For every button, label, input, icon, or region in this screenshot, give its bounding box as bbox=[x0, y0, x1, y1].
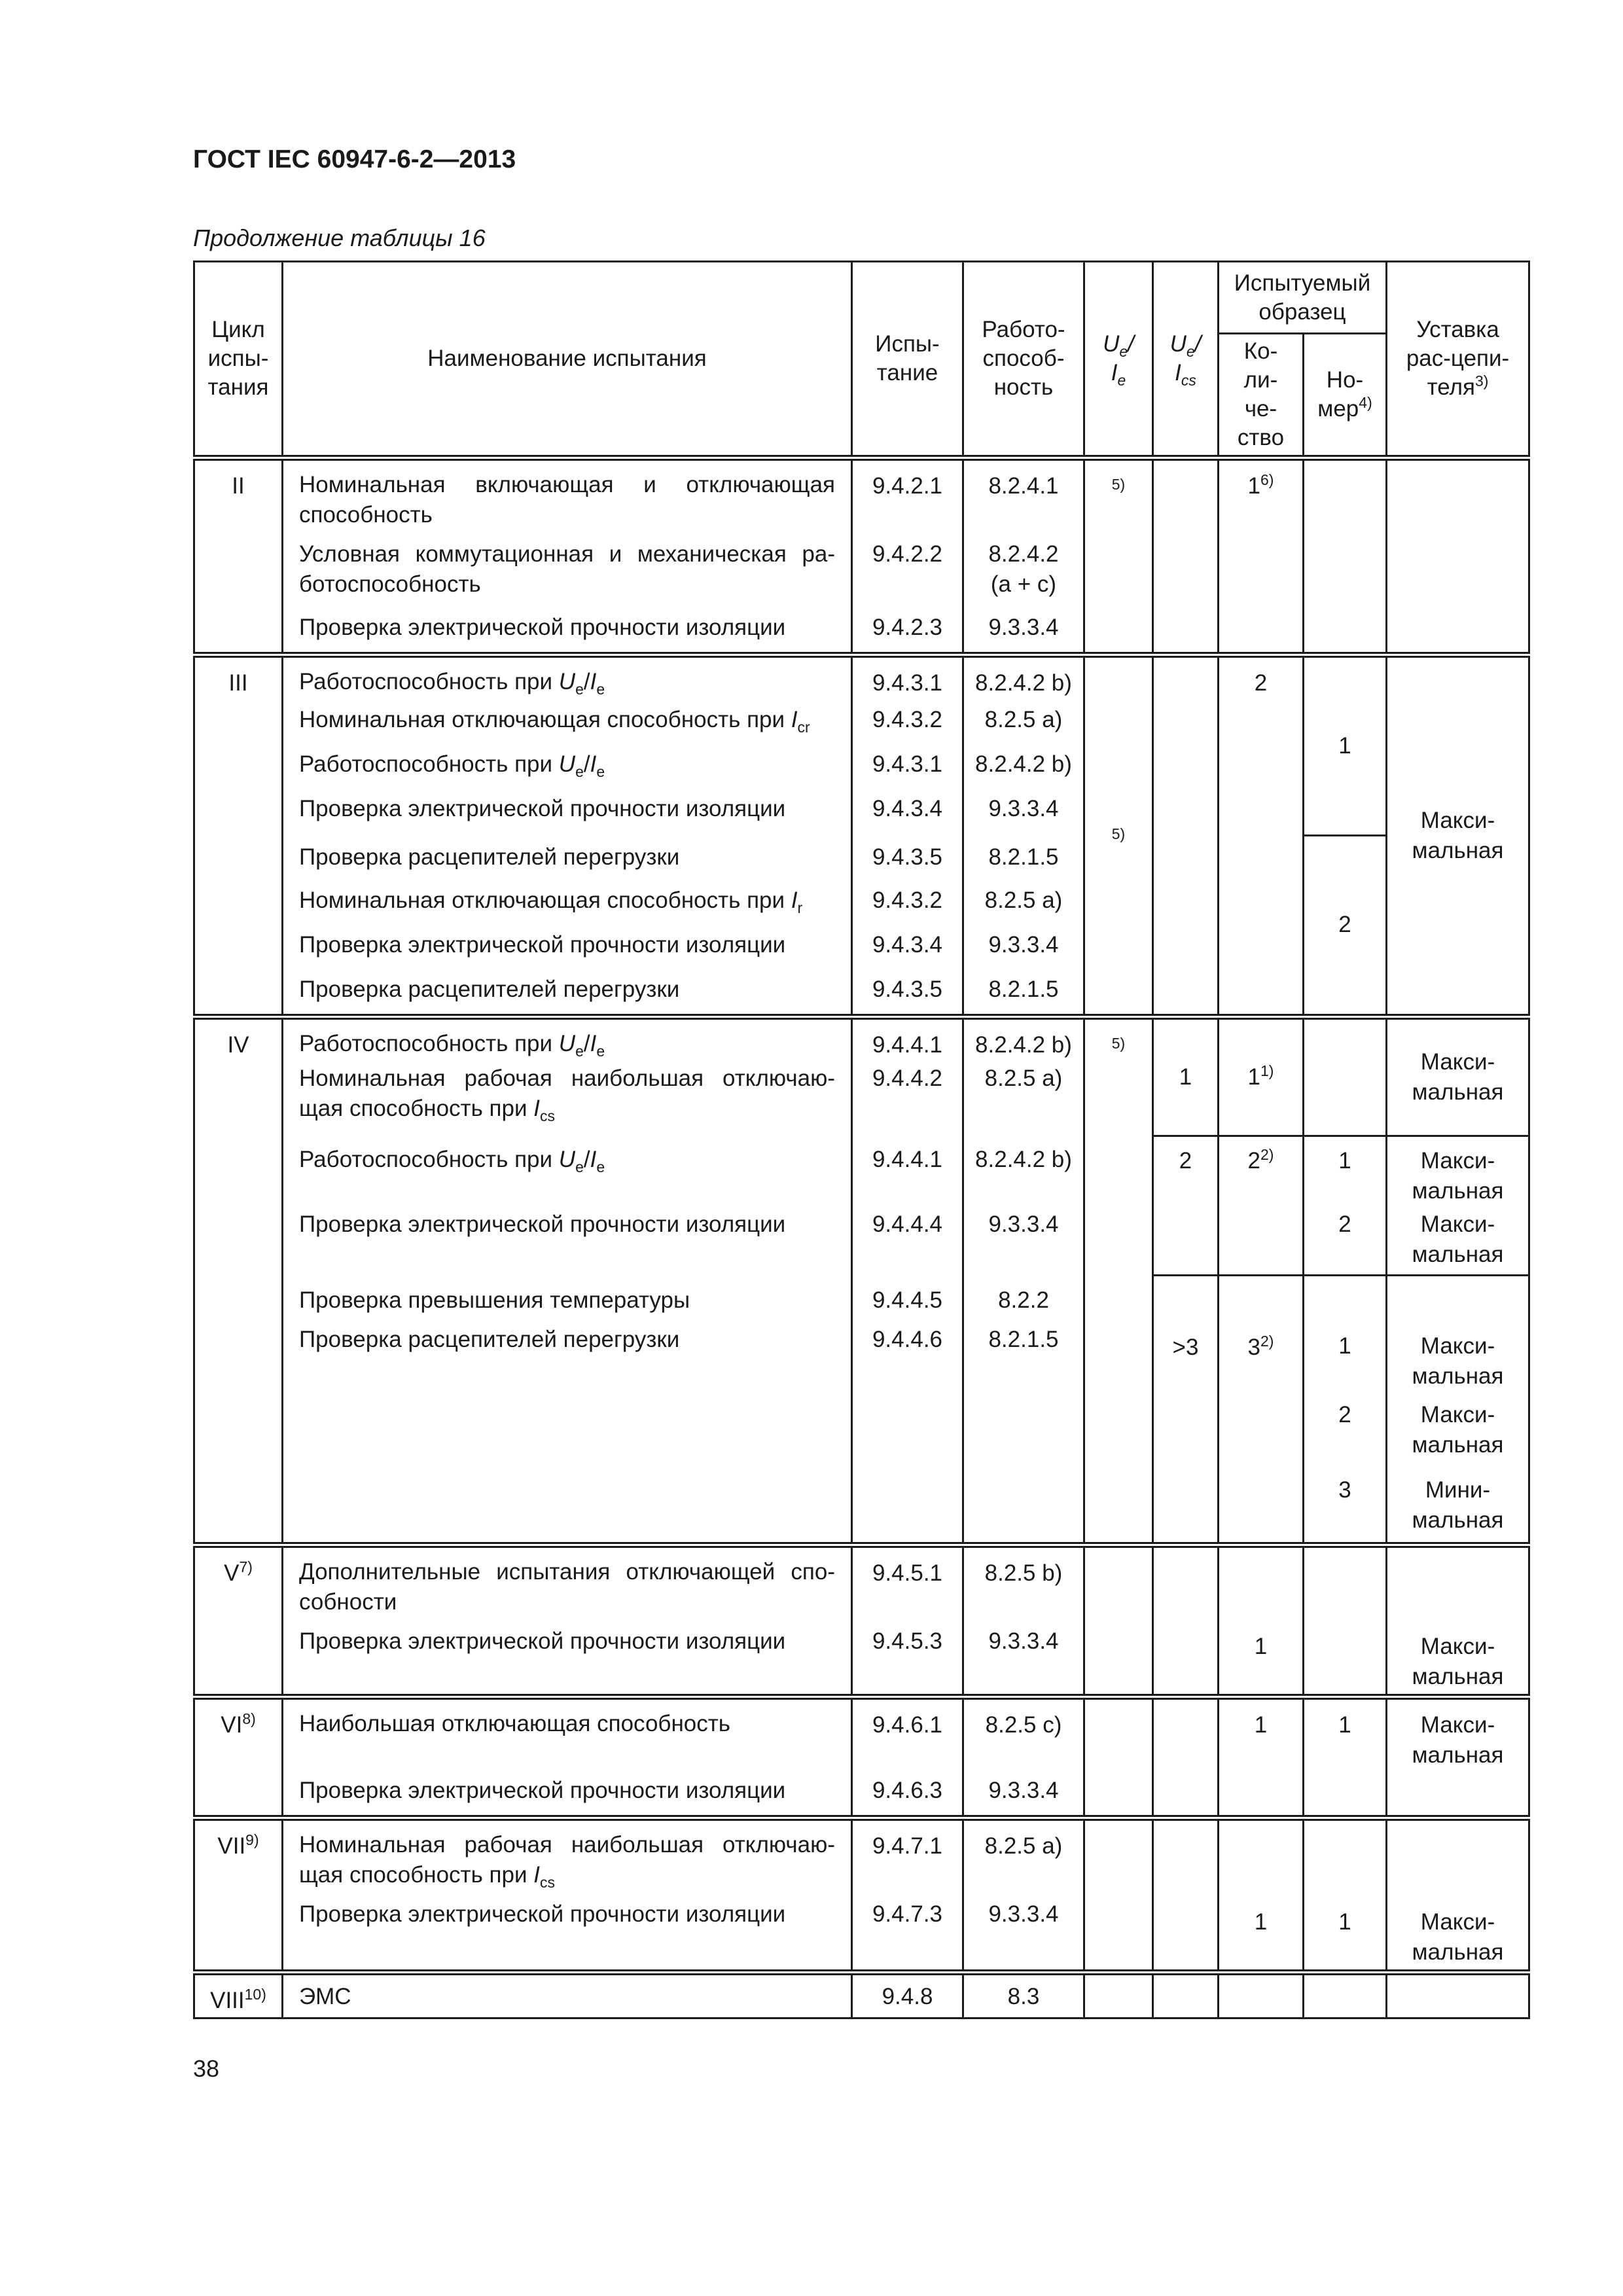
cycle-vi-test-2-clause: 9.4.6.3 bbox=[852, 1772, 963, 1818]
header-operation-clause: Работо-способ-ность bbox=[963, 262, 1084, 458]
cycle-vii-test-1-name-line-2: щая способность при bbox=[299, 1861, 534, 1888]
cycle-iii-test-2-subscript: cr bbox=[797, 718, 810, 736]
cycle-iv-test-2-clause: 9.4.4.2 bbox=[852, 1061, 963, 1136]
cycle-viii-ue-ie bbox=[1084, 1973, 1153, 2018]
cycle-ii-test-3-clause: 9.4.2.3 bbox=[852, 609, 963, 655]
cycle-vi-setting-line-2: мальная bbox=[1412, 1742, 1504, 1768]
cycle-iv-r3-quantity-note: 2) bbox=[1260, 1145, 1274, 1163]
cycle-v-ue-ie bbox=[1084, 1545, 1153, 1697]
cycle-iii-test-6-operation: 8.2.5 a) bbox=[963, 882, 1084, 926]
cycle-iv-r3-ue-ics: 2 bbox=[1153, 1136, 1219, 1275]
cycle-iii-test-2-name bbox=[283, 701, 852, 745]
cycle-iii-test-3-name-text: Работоспособность при bbox=[299, 751, 559, 777]
cycle-vii-test-1-operation: 8.2.5 a) bbox=[963, 1818, 1084, 1899]
cycle-iv-r2-setting-line-1: Макси- bbox=[1420, 1049, 1495, 1075]
cycle-vii-test-2-name: Проверка электрической прочности изоляции bbox=[283, 1899, 852, 1973]
cycle-iii-test-6-symbol: I bbox=[791, 887, 798, 913]
cycle-ii-test-2-name-line-1: Условная коммутационная и механическая ра- bbox=[299, 541, 835, 567]
cycle-ii-ue-ie-note: 5) bbox=[1111, 476, 1126, 493]
cycle-v-test-1-name bbox=[283, 1545, 852, 1626]
cycle-iv-sub-2-setting bbox=[1387, 1396, 1529, 1471]
cycle-iv-test-6-operation: 8.2.1.5 bbox=[963, 1321, 1084, 1396]
cycle-v-label-text: V bbox=[224, 1560, 240, 1586]
cycle-iv-test-3-clause: 9.4.4.1 bbox=[852, 1136, 963, 1210]
cycle-iv-test-6-clause: 9.4.4.6 bbox=[852, 1321, 963, 1396]
cycle-v-quantity: 1 bbox=[1219, 1545, 1304, 1697]
cycle-v-test-2-operation: 9.3.3.4 bbox=[963, 1626, 1084, 1697]
header-ue-ie: $U_e/$ $I_e$ bbox=[1084, 262, 1153, 458]
cycle-v-setting-line-2: мальная bbox=[1412, 1663, 1504, 1689]
cycle-viii-ue-ics bbox=[1153, 1973, 1219, 2018]
cycle-iv-test-4-clause: 9.4.4.4 bbox=[852, 1210, 963, 1275]
cycle-iv-r5-number bbox=[1304, 1275, 1387, 1321]
cycle-v-setting bbox=[1387, 1545, 1529, 1697]
cycle-ii-test-2-name bbox=[283, 539, 852, 609]
cycle-iv-r6-ue-ics: >3 bbox=[1153, 1275, 1219, 1545]
cycle-iv-r2-number bbox=[1304, 1016, 1387, 1136]
cycle-iii-test-5-operation: 8.2.1.5 bbox=[963, 836, 1084, 882]
cycle-viii-label-note: 10) bbox=[244, 1986, 266, 2003]
cycle-ii-test-2-operation bbox=[963, 539, 1084, 609]
cycle-v-test-1-name-line-1: Дополнительные испытания отключающей спо- bbox=[299, 1558, 835, 1585]
cycle-iii-test-8-name: Проверка расцепителей перегрузки bbox=[283, 971, 852, 1017]
cycle-iii-test-6-clause: 9.4.3.2 bbox=[852, 882, 963, 926]
cycle-vii-setting-line-1: Макси- bbox=[1420, 1909, 1495, 1935]
cycle-viii-label bbox=[194, 1973, 283, 2018]
cycle-iii-ue-ics bbox=[1153, 655, 1219, 1017]
cycle-iv-empty-name-2 bbox=[283, 1471, 852, 1545]
cycle-iii-test-1-operation: 8.2.4.2 b) bbox=[963, 655, 1084, 701]
cycle-iv-sub-1-setting-line-2: мальная bbox=[1412, 1363, 1504, 1389]
cycle-vi-test-2-name: Проверка электрической прочности изоляции bbox=[283, 1772, 852, 1818]
cycle-iv-test-2-name-line-1: Номинальная рабочая наибольшая отключаю- bbox=[299, 1066, 835, 1091]
cycle-iii-group bbox=[194, 655, 1529, 1017]
header-number-note: 4) bbox=[1359, 394, 1372, 411]
cycle-vii-ue-ics bbox=[1153, 1818, 1219, 1973]
cycle-iii-test-4-operation: 9.3.3.4 bbox=[963, 790, 1084, 836]
header-release-setting bbox=[1387, 262, 1529, 458]
cycle-vi-setting bbox=[1387, 1697, 1529, 1818]
cycle-vii-group bbox=[194, 1818, 1529, 1973]
cycle-vii-test-1-subscript: cs bbox=[539, 1873, 555, 1891]
cycle-iv-r4-number: 2 bbox=[1304, 1210, 1387, 1275]
cycle-vii-test-2-operation: 9.3.3.4 bbox=[963, 1899, 1084, 1973]
cycle-vi-label-text: VI bbox=[221, 1712, 243, 1738]
cycle-iv-r3-quantity bbox=[1219, 1136, 1304, 1275]
cycle-vi-group bbox=[194, 1697, 1529, 1818]
cycle-iv-r6-quantity-value: 3 bbox=[1247, 1334, 1260, 1360]
cycle-iv-test-4-name: Проверка электрической прочности изоляции bbox=[283, 1210, 852, 1275]
cycle-ii-number bbox=[1304, 458, 1387, 655]
cycle-iii-test-7-operation: 9.3.3.4 bbox=[963, 926, 1084, 971]
cycle-iv-r6-quantity bbox=[1219, 1275, 1304, 1545]
cycle-iv-r3-setting-line-2: мальная bbox=[1412, 1177, 1504, 1204]
cycle-iii-test-7-name: Проверка электрической прочности изоляции bbox=[283, 926, 852, 971]
cycle-iv-r2-ue-ics: 1 bbox=[1153, 1016, 1219, 1136]
cycle-vii-test-1-name bbox=[283, 1818, 852, 1899]
cycle-ii-test-1-operation: 8.2.4.1 bbox=[963, 458, 1084, 540]
tests-table bbox=[193, 260, 1530, 2019]
cycle-v-label bbox=[194, 1545, 283, 1697]
cycle-iv-sub-3-number: 3 bbox=[1304, 1471, 1387, 1545]
cycle-iv-sub-3-setting-line-2: мальная bbox=[1412, 1507, 1504, 1533]
cycle-iv-test-2-name bbox=[283, 1061, 852, 1136]
cycle-ii-test-2-operation-line-2: (a + c) bbox=[990, 571, 1057, 597]
cycle-viii-test-1-name: ЭМС bbox=[283, 1973, 852, 2018]
cycle-iv-test-2-symbol: I bbox=[533, 1096, 540, 1121]
cycle-v-group bbox=[194, 1545, 1529, 1697]
cycle-iv-r3-setting-line-1: Макси- bbox=[1420, 1147, 1495, 1174]
cycle-iv-sub-2-number: 2 bbox=[1304, 1396, 1387, 1471]
cycle-iv-r2-quantity bbox=[1219, 1016, 1304, 1136]
cycle-vii-test-1-clause: 9.4.7.1 bbox=[852, 1818, 963, 1899]
cycle-iii-test-3-clause: 9.4.3.1 bbox=[852, 745, 963, 790]
cycle-vii-ue-ie bbox=[1084, 1818, 1153, 1973]
header-test-name: Наименование испытания bbox=[283, 262, 852, 458]
cycle-vii-label-text: VII bbox=[217, 1833, 246, 1859]
header-number-text: Но-мер bbox=[1317, 367, 1364, 422]
cycle-iv-test-1-operation: 8.2.4.2 b) bbox=[963, 1016, 1084, 1061]
cycle-viii-test-1-operation: 8.3 bbox=[963, 1973, 1084, 2018]
cycle-iv-r2-setting-line-2: мальная bbox=[1412, 1079, 1504, 1105]
cycle-v-test-1-clause: 9.4.5.1 bbox=[852, 1545, 963, 1626]
cycle-iii-test-1-name: Работоспособность при $U_e/I_e$ bbox=[283, 655, 852, 701]
cycle-vi-ue-ics bbox=[1153, 1697, 1219, 1818]
cycle-iii-test-6-name-text: Номинальная отключающая способность при bbox=[299, 887, 791, 913]
cycle-ii-test-2-clause: 9.4.2.2 bbox=[852, 539, 963, 609]
cycle-iii-test-2-clause: 9.4.3.2 bbox=[852, 701, 963, 745]
cycle-vii-label bbox=[194, 1818, 283, 1973]
cycle-iv-empty-clause-2 bbox=[852, 1471, 963, 1545]
cycle-vii-quantity: 1 bbox=[1219, 1818, 1304, 1973]
cycle-iv-sub-1-number: 1 bbox=[1304, 1321, 1387, 1396]
cycle-iv-group bbox=[194, 1016, 1529, 1545]
cycle-v-test-1-operation: 8.2.5 b) bbox=[963, 1545, 1084, 1626]
cycle-ii-test-1-clause: 9.4.2.1 bbox=[852, 458, 963, 540]
cycle-iii-ue-ie bbox=[1084, 655, 1153, 1017]
cycle-iii-test-5-name: Проверка расцепителей перегрузки bbox=[283, 836, 852, 882]
cycle-iii-setting-line-1: Макси- bbox=[1420, 807, 1495, 833]
cycle-viii-number bbox=[1304, 1973, 1387, 2018]
cycle-ii-label: II bbox=[194, 458, 283, 655]
cycle-iv-empty-operation-2 bbox=[963, 1471, 1084, 1545]
cycle-vi-number: 1 bbox=[1304, 1697, 1387, 1818]
cycle-vii-setting bbox=[1387, 1818, 1529, 1973]
cycle-vi-test-2-operation: 9.3.3.4 bbox=[963, 1772, 1084, 1818]
cycle-viii-test-1-clause: 9.4.8 bbox=[852, 1973, 963, 2018]
cycle-vi-test-1-name: Наибольшая отключающая способность bbox=[283, 1697, 852, 1772]
cycle-iv-test-3-name-text: Работоспособность при bbox=[299, 1147, 559, 1172]
cycle-iii-test-8-clause: 9.4.3.5 bbox=[852, 971, 963, 1017]
cycle-iv-sub-3-setting-line-1: Мини- bbox=[1425, 1477, 1491, 1503]
cycle-iii-test-6-subscript: r bbox=[797, 899, 803, 916]
cycle-viii-quantity bbox=[1219, 1973, 1304, 2018]
cycle-iii-test-7-clause: 9.4.3.4 bbox=[852, 926, 963, 971]
header-release-setting-note: 3) bbox=[1474, 372, 1489, 389]
cycle-iii-test-3-operation: 8.2.4.2 b) bbox=[963, 745, 1084, 790]
cycle-ii-ue-ics bbox=[1153, 458, 1219, 655]
header-cycle: Цикл испы-тания bbox=[194, 262, 283, 458]
cycle-ii-test-1-name-text: Номинальная включающая и отключающая способность bbox=[299, 472, 835, 528]
cycle-ii-test-3-operation: 9.3.3.4 bbox=[963, 609, 1084, 655]
cycle-v-ue-ics bbox=[1153, 1545, 1219, 1697]
cycle-vi-label bbox=[194, 1697, 283, 1818]
cycle-vii-number: 1 bbox=[1304, 1818, 1387, 1973]
cycle-iii-test-3-name: Работоспособность при $U_e/I_e$ bbox=[283, 745, 852, 790]
table-caption: Продолжение таблицы 16 bbox=[193, 224, 486, 251]
cycle-iv-sub-3-setting bbox=[1387, 1471, 1529, 1545]
cycle-viii-setting bbox=[1387, 1973, 1529, 2018]
cycle-viii-group bbox=[194, 1973, 1529, 2018]
cycle-iv-test-2-name-line-2: щая способность при bbox=[299, 1096, 534, 1121]
cycle-ii-ue-ie bbox=[1084, 458, 1153, 655]
cycle-vi-ue-ie bbox=[1084, 1697, 1153, 1818]
cycle-iv-r3-number: 1 bbox=[1304, 1136, 1387, 1210]
cycle-ii-test-2-name-line-2: ботоспособность bbox=[299, 571, 481, 597]
cycle-vii-test-2-clause: 9.4.7.3 bbox=[852, 1899, 963, 1973]
cycle-viii-label-text: VIII bbox=[210, 1988, 245, 2013]
cycle-iv-test-1-clause: 9.4.4.1 bbox=[852, 1016, 963, 1061]
header-ue-ics: $U_e/$ $I_{cs}$ bbox=[1153, 262, 1219, 458]
cycle-v-test-2-name: Проверка электрической прочности изоляции bbox=[283, 1626, 852, 1697]
cycle-iv-ue-ie bbox=[1084, 1016, 1153, 1545]
cycle-iv-label: IV bbox=[194, 1016, 283, 1545]
cycle-iv-empty-operation-1 bbox=[963, 1396, 1084, 1471]
header-number bbox=[1304, 334, 1387, 458]
cycle-ii-test-1-name bbox=[283, 458, 852, 540]
cycle-iii-setting bbox=[1387, 655, 1529, 1017]
cycle-vi-test-1-clause: 9.4.6.1 bbox=[852, 1697, 963, 1772]
header-quantity: Ко-ли-че-ство bbox=[1219, 334, 1304, 458]
cycle-v-setting-line-1: Макси- bbox=[1420, 1633, 1495, 1659]
cycle-iv-r2-quantity-value: 1 bbox=[1247, 1064, 1260, 1090]
cycle-iv-empty-name-1 bbox=[283, 1396, 852, 1471]
cycle-iv-test-4-operation: 9.3.3.4 bbox=[963, 1210, 1084, 1275]
cycle-iv-test-3-operation: 8.2.4.2 b) bbox=[963, 1136, 1084, 1210]
cycle-v-test-2-clause: 9.4.5.3 bbox=[852, 1626, 963, 1697]
cycle-vii-label-note: 9) bbox=[245, 1831, 259, 1848]
cycle-iii-label: III bbox=[194, 655, 283, 1017]
cycle-iv-sub-2-setting-line-2: мальная bbox=[1412, 1432, 1504, 1458]
cycle-ii-test-2-operation-line-1: 8.2.4.2 bbox=[988, 541, 1059, 567]
cycle-iv-ue-ie-note: 5) bbox=[1111, 1034, 1126, 1052]
cycle-iv-empty-clause-1 bbox=[852, 1396, 963, 1471]
cycle-iv-r4-setting bbox=[1387, 1210, 1529, 1275]
cycle-iv-r2-quantity-note: 1) bbox=[1260, 1062, 1274, 1079]
cycle-v-number bbox=[1304, 1545, 1387, 1697]
cycle-iii-test-4-name: Проверка электрической прочности изоляции bbox=[283, 790, 852, 836]
cycle-iii-quantity: 2 bbox=[1219, 655, 1304, 1017]
cycle-iv-r5-setting bbox=[1387, 1275, 1529, 1321]
cycle-iv-r3-setting bbox=[1387, 1136, 1529, 1210]
cycle-iii-test-2-name-text: Номинальная отключающая способность при bbox=[299, 706, 791, 732]
cycle-iii-test-2-operation: 8.2.5 a) bbox=[963, 701, 1084, 745]
cycle-iv-test-5-name: Проверка превышения температуры bbox=[283, 1275, 852, 1321]
cycle-iii-test-2-symbol: I bbox=[791, 706, 798, 732]
cycle-iv-r6-quantity-note: 2) bbox=[1260, 1332, 1274, 1350]
cycle-iii-test-5-clause: 9.4.3.5 bbox=[852, 836, 963, 882]
cycle-iii-number-1: 1 bbox=[1304, 655, 1387, 836]
cycle-iii-test-8-operation: 8.2.1.5 bbox=[963, 971, 1084, 1017]
header-release-setting-text: Уставка рас-цепи-теля bbox=[1406, 317, 1510, 400]
cycle-iv-r3-quantity-value: 2 bbox=[1247, 1147, 1260, 1174]
cycle-vii-test-1-name-line-1: Номинальная рабочая наибольшая отключаю- bbox=[299, 1831, 835, 1857]
cycle-iii-setting-line-2: мальная bbox=[1412, 837, 1504, 863]
cycle-iii-ue-ie-note: 5) bbox=[1111, 825, 1126, 842]
cycle-iv-sub-2-setting-line-1: Макси- bbox=[1420, 1402, 1495, 1427]
cycle-iii-test-1-name-text: Работоспособность при bbox=[299, 669, 559, 694]
cycle-iv-test-2-operation: 8.2.5 a) bbox=[963, 1061, 1084, 1136]
cycle-iv-test-1-name: Работоспособность при $U_e/I_e$ bbox=[283, 1016, 852, 1061]
cycle-iii-test-4-clause: 9.4.3.4 bbox=[852, 790, 963, 836]
cycle-iv-r4-setting-line-2: мальная bbox=[1412, 1242, 1504, 1267]
header-test-clause: Испы-тание bbox=[852, 262, 963, 458]
cycle-iii-test-1-clause: 9.4.3.1 bbox=[852, 655, 963, 701]
cycle-iv-r2-setting bbox=[1387, 1016, 1529, 1136]
cycle-iv-test-6-name: Проверка расцепителей перегрузки bbox=[283, 1321, 852, 1396]
header-test-sample: Испытуемый образец bbox=[1219, 262, 1387, 334]
document-title: ГОСТ IEC 60947-6-2—2013 bbox=[193, 145, 516, 173]
cycle-iv-test-5-operation: 8.2.2 bbox=[963, 1275, 1084, 1321]
page-number: 38 bbox=[193, 2055, 220, 2082]
cycle-iv-test-1-name-text: Работоспособность при bbox=[299, 1030, 559, 1056]
cycle-v-test-1-name-line-2: собности bbox=[299, 1588, 397, 1615]
cycle-v-label-note: 7) bbox=[239, 1558, 253, 1575]
cycle-iv-r4-setting-line-1: Макси- bbox=[1420, 1211, 1495, 1237]
cycle-vi-quantity: 1 bbox=[1219, 1697, 1304, 1818]
cycle-vii-setting-line-2: мальная bbox=[1412, 1939, 1504, 1965]
cycle-iii-number-2: 2 bbox=[1304, 836, 1387, 1017]
cycle-vi-setting-line-1: Макси- bbox=[1420, 1712, 1495, 1738]
cycle-ii-setting bbox=[1387, 458, 1529, 655]
cycle-iv-sub-1-setting-line-1: Макси- bbox=[1420, 1333, 1495, 1359]
cycle-ii-quantity-note: 6) bbox=[1260, 471, 1274, 488]
cycle-iv-test-3-name: Работоспособность при $U_e/I_e$ bbox=[283, 1136, 852, 1210]
cycle-iv-test-5-clause: 9.4.4.5 bbox=[852, 1275, 963, 1321]
cycle-ii-quantity-value: 1 bbox=[1247, 473, 1260, 499]
cycle-ii-test-3-name: Проверка электрической прочности изоляции bbox=[283, 609, 852, 655]
cycle-iii-test-6-name bbox=[283, 882, 852, 926]
cycle-ii-group bbox=[194, 458, 1529, 655]
cycle-iv-sub-1-setting bbox=[1387, 1321, 1529, 1396]
cycle-iv-test-2-subscript: cs bbox=[539, 1107, 555, 1124]
cycle-vi-label-note: 8) bbox=[242, 1710, 256, 1727]
cycle-vii-test-1-symbol: I bbox=[533, 1861, 540, 1888]
cycle-vi-test-1-operation: 8.2.5 c) bbox=[963, 1697, 1084, 1772]
cycle-ii-quantity bbox=[1219, 458, 1304, 655]
